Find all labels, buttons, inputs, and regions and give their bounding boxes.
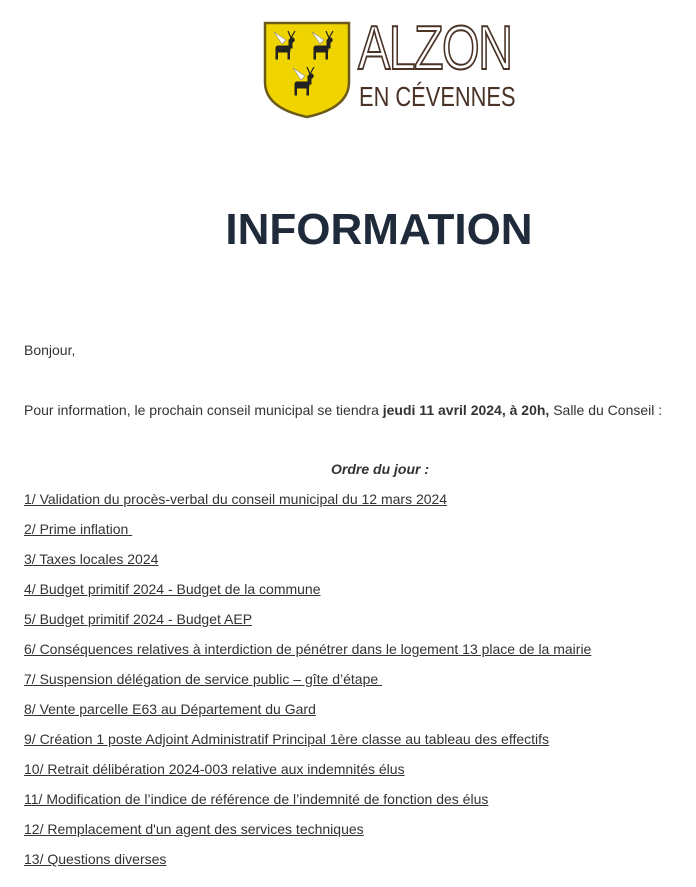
agenda-link-5[interactable]: 5/ Budget primitif 2024 - Budget AEP <box>24 611 253 627</box>
intro-location: Salle du Conseil : <box>549 402 663 418</box>
agenda-item <box>24 550 591 580</box>
coat-of-arms-icon <box>262 20 352 120</box>
agenda-item <box>24 700 591 730</box>
agenda-link-9[interactable]: 9/ Création 1 poste Adjoint Administratif Principal 1ère classe au tableau des effectifs <box>24 731 550 747</box>
logo-wordmark-cevennes: EN CÉVENNES <box>359 81 516 112</box>
agenda-link-6[interactable]: 6/ Conséquences relatives à interdiction de pénétrer dans le logement 13 place de la mairie <box>24 641 592 657</box>
meeting-date-time: jeudi 11 avril 2024, à 20h, <box>382 402 550 418</box>
agenda-link-1[interactable]: 1/ Validation du procès-verbal du conseil municipal du 12 mars 2024 <box>24 491 448 507</box>
agenda-item <box>24 820 591 850</box>
agenda-link-12[interactable]: 12/ Remplacement d'un agent des services techniques <box>24 821 364 837</box>
agenda-link-13[interactable]: 13/ Questions diverses <box>24 851 167 867</box>
municipal-logo <box>262 14 516 120</box>
agenda-link-3[interactable]: 3/ Taxes locales 2024 <box>24 551 159 567</box>
agenda-item <box>24 520 591 550</box>
agenda-item <box>24 760 591 790</box>
agenda-link-2[interactable]: 2/ Prime inflation <box>24 521 133 537</box>
agenda-heading: Ordre du jour : <box>331 461 429 477</box>
agenda-link-4[interactable]: 4/ Budget primitif 2024 - Budget de la commune <box>24 581 321 597</box>
agenda-item <box>24 580 591 610</box>
agenda-link-11[interactable]: 11/ Modification de l’indice de référence de l’indemnité de fonction des élus <box>24 791 489 807</box>
greeting-text: Bonjour, <box>24 342 76 358</box>
intro-text: Pour information, le prochain conseil municipal se tiendra <box>24 402 383 418</box>
agenda-item <box>24 850 591 880</box>
agenda-item <box>24 610 591 640</box>
intro-paragraph <box>24 401 662 419</box>
agenda-item <box>24 640 591 670</box>
agenda-list <box>24 490 591 880</box>
agenda-item <box>24 730 591 760</box>
agenda-link-7[interactable]: 7/ Suspension délégation de service public – gîte d’étape <box>24 671 383 687</box>
logo-wordmark-alzon: ALZON <box>358 14 512 83</box>
agenda-item <box>24 670 591 700</box>
agenda-item <box>24 490 591 520</box>
page-title: INFORMATION <box>225 205 533 254</box>
agenda-link-10[interactable]: 10/ Retrait délibération 2024-003 relative aux indemnités élus <box>24 761 405 777</box>
agenda-link-8[interactable]: 8/ Vente parcelle E63 au Département du Gard <box>24 701 316 717</box>
agenda-item <box>24 790 591 820</box>
